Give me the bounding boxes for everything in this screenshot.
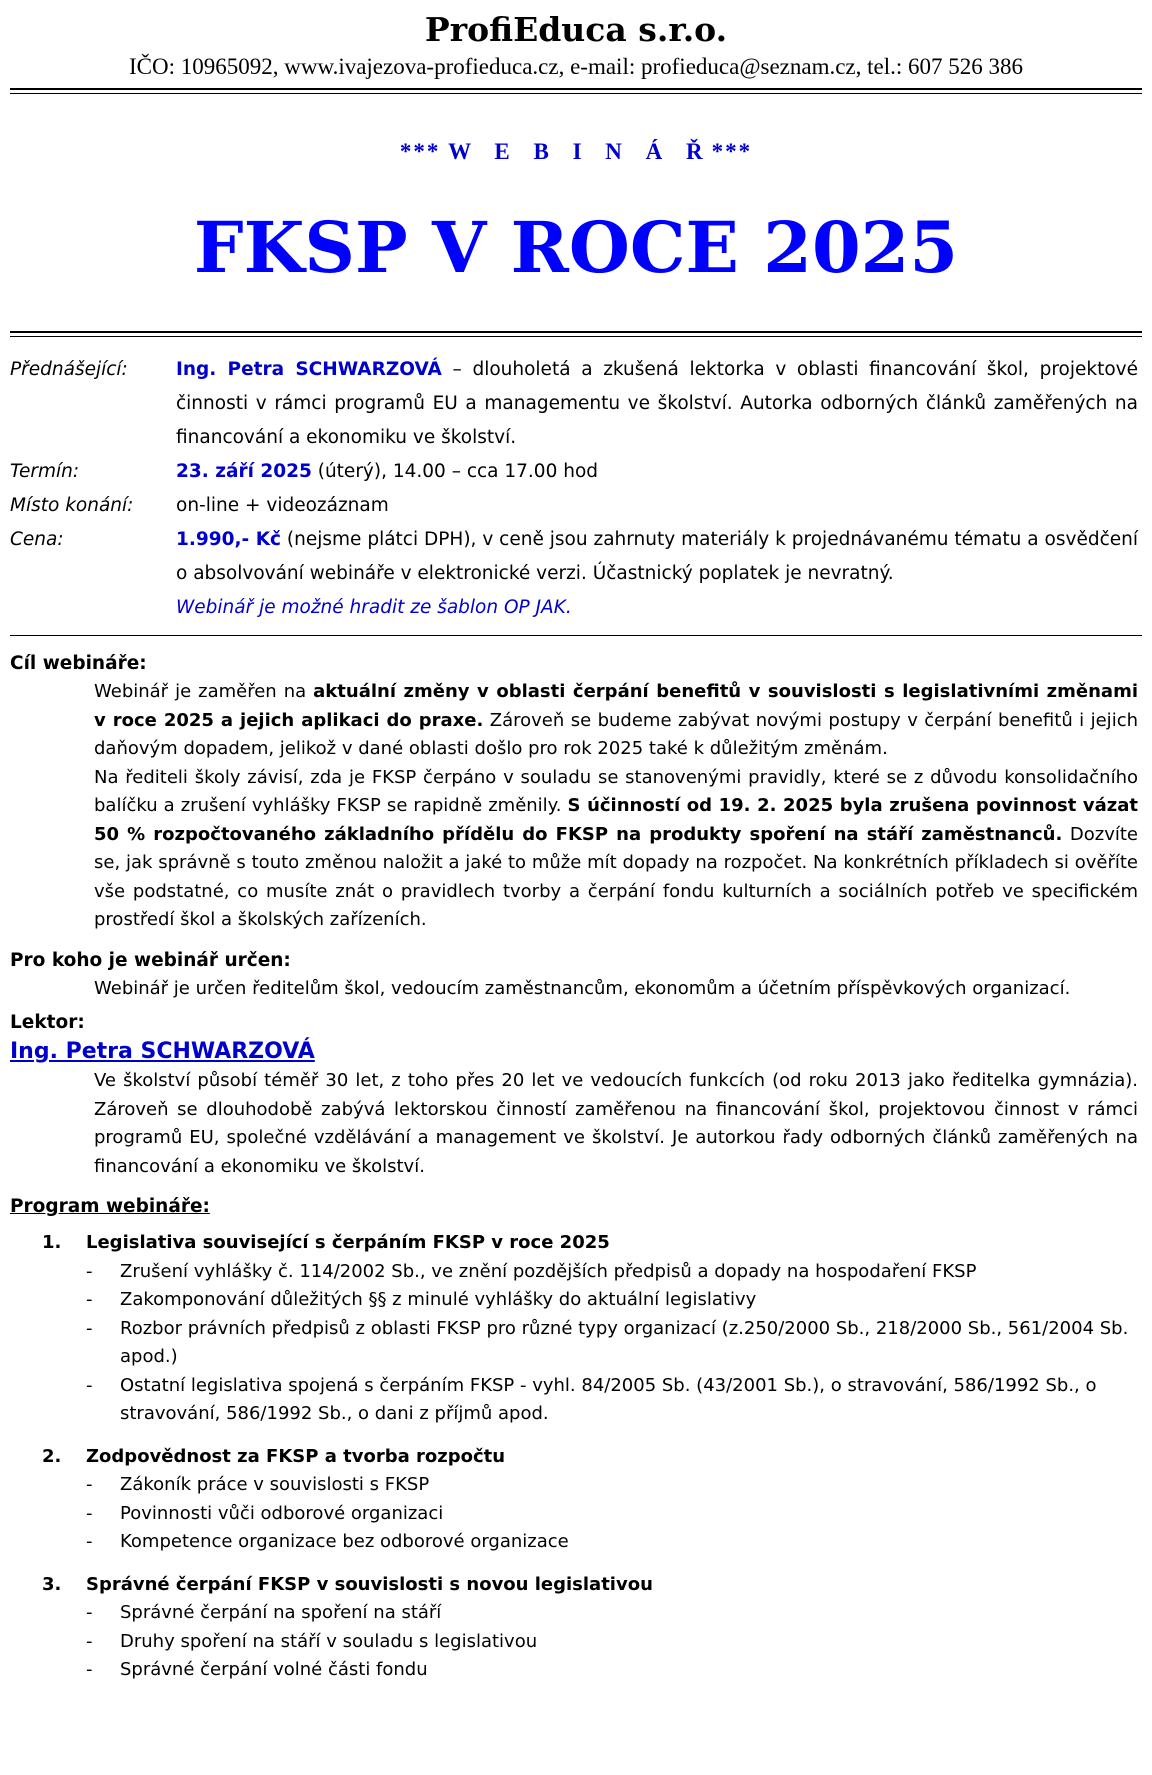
goal-p1-b: aktuální změny v oblasti čerpání benefitů v souvislosti s legislativními změnami v roce 2025 a jejich aplikaci do praxe. — [94, 681, 1138, 731]
program-subitem — [86, 1656, 1142, 1685]
program-subitem-text: Druhy spoření na stáří v souladu s legislativou — [120, 1630, 538, 1652]
lector-bio: Ve školství působí téměř 30 let, z toho přes 20 let ve vedoucích funkcích (od roku 2013 jako ředitelka gymnázia). Zároveň se dlouhodobě zabývá lektorskou činností zaměřenou na financování škol, projektovou činnost v rámci programů EU, společné vzdělávání a management ve školství. Je autorkou řady odborných článků zaměřených na financování a ekonomiku ve školství. — [94, 1070, 1138, 1177]
price-note: Webinář je možné hradit ze šablon OP JAK. — [176, 597, 572, 618]
stars-left: *** — [399, 139, 441, 164]
program-subitem-text: Rozbor právních předpisů z oblasti FKSP pro různé typy organizací (z.250/2000 Sb., 218/2000 Sb., 561/2004 Sb. apod.) — [120, 1317, 1129, 1367]
program-subitem — [86, 1500, 1142, 1529]
company-name: ProfiEduca s.r.o. — [424, 10, 728, 49]
program-item-number: 1. — [42, 1232, 62, 1253]
date-label: Termín: — [10, 461, 80, 482]
info-divider — [10, 635, 1142, 636]
webinar-label — [10, 137, 1142, 167]
dash-bullet: - — [86, 1659, 93, 1680]
goal-p2-a: Na řediteli školy závisí, zda je FKSP čerpáno v souladu se stanovenými pravidly, které se z důvodu konsolidačního balíčku a zrušení vyhlášky FKSP se rapidně změnily. — [94, 766, 1138, 816]
audience-section — [10, 947, 1142, 1004]
date-value — [176, 455, 1142, 489]
dash-bullet: - — [86, 1602, 93, 1623]
program-item — [10, 1229, 1142, 1429]
info-row-lecturer — [10, 353, 1142, 455]
goal-p1-a: Webinář je zaměřen na — [94, 681, 314, 702]
company-contact: IČO: 10965092, www.ivajezova-profieduca.cz, e-mail: profieduca@seznam.cz, tel.: 607 526 386 — [128, 54, 1024, 79]
dash-bullet: - — [86, 1260, 93, 1282]
title-divider — [10, 331, 1142, 337]
place-label: Místo konání: — [10, 495, 134, 516]
program-subitem — [86, 1315, 1142, 1372]
program-subitem — [86, 1599, 1142, 1628]
program-subitem-text: Zákoník práce v souvislosti s FKSP — [120, 1474, 430, 1495]
program-subitem-text: Ostatní legislativa spojená s čerpáním FKSP - vyhl. 84/2005 Sb. (43/2001 Sb.), o stravování, 586/1992 Sb., o stravování, 586/1992 Sb., o dani z příjmů apod. — [120, 1374, 1097, 1424]
program-section — [10, 1193, 1142, 1685]
goal-paragraph-2 — [10, 764, 1142, 935]
goal-p2-b: S účinností od 19. 2. 2025 byla zrušena povinnost vázat 50 % rozpočtovaného základního přídělu do FKSP na produkty spoření na stáří zaměstnanců. — [94, 795, 1138, 845]
lecturer-name: Ing. Petra SCHWARZOVÁ — [176, 359, 442, 380]
program-subitem — [86, 1628, 1142, 1657]
dash-bullet: - — [86, 1502, 93, 1524]
program-subitem-text: Zakomponování důležitých §§ z minulé vyhlášky do aktuální legislativy — [120, 1289, 757, 1310]
lector-title: Lektor: — [10, 1012, 85, 1033]
program-item — [10, 1571, 1142, 1685]
dash-bullet: - — [86, 1374, 93, 1396]
program-item-heading: Zodpovědnost za FKSP a tvorba rozpočtu — [86, 1445, 506, 1467]
dash-bullet: - — [86, 1630, 93, 1652]
goal-paragraph-1 — [10, 678, 1142, 764]
dash-bullet: - — [86, 1474, 93, 1495]
program-item-number: 2. — [42, 1445, 62, 1467]
place-value: on-line + videozáznam — [176, 495, 389, 516]
program-subitem — [86, 1258, 1142, 1287]
info-row-place — [10, 489, 1142, 523]
lector-name-link[interactable]: Ing. Petra SCHWARZOVÁ — [10, 1039, 315, 1064]
dash-bullet: - — [86, 1531, 93, 1552]
program-item-heading: Správné čerpání FKSP v souvislosti s novou legislativou — [86, 1573, 653, 1595]
page-title: FKSP V ROCE 2025 — [193, 206, 959, 289]
lector-section — [10, 1009, 1142, 1181]
goal-section — [10, 650, 1142, 935]
goal-p1-c: Zároveň se budeme zabývat novými postupy v čerpání benefitů i jejich daňovým dopadem, jelikož v dané oblasti došlo pro rok 2025 také k důležitým změnám. — [94, 709, 1138, 759]
date-main: 23. září 2025 — [176, 461, 312, 482]
program-subitem — [86, 1286, 1142, 1315]
price-amount: 1.990,- Kč — [176, 529, 281, 550]
program-title: Program webináře: — [10, 1196, 210, 1217]
program-item-heading: Legislativa související s čerpáním FKSP v roce 2025 — [86, 1232, 610, 1253]
goal-p2-c: Dozvíte se, jak správně s touto změnou naložit a jaké to může mít dopady na rozpočet. Na konkrétních příkladech si ověříte vše podstatné, co musíte znát o pravidlech tvorby a čerpání fondu kulturních a sociálních potřeb ve specifickém prostředí škol a školských zařízeních. — [94, 823, 1138, 930]
price-value — [176, 523, 1142, 625]
date-rest: (úterý), 14.00 – cca 17.00 hod — [311, 461, 599, 482]
program-subitem — [86, 1471, 1142, 1500]
lecturer-value — [176, 353, 1142, 455]
program-subitem — [86, 1372, 1142, 1429]
info-row-price — [10, 523, 1142, 625]
audience-title: Pro koho je webinář určen: — [10, 949, 291, 971]
program-item-number: 3. — [42, 1573, 62, 1595]
program-item — [10, 1443, 1142, 1557]
info-block — [10, 353, 1142, 625]
program-subitem-text: Zrušení vyhlášky č. 114/2002 Sb., ve znění pozdějších předpisů a dopady na hospodaření FKSP — [120, 1260, 977, 1282]
audience-text: Webinář je určen ředitelům škol, vedoucím zaměstnancům, ekonomům a účetním příspěvkových organizací. — [94, 977, 1071, 999]
price-rest: (nejsme plátci DPH), v ceně jsou zahrnuty materiály k projednávanému tématu a osvědčení o absolvování webináře v elektronické verzi. Účastnický poplatek je nevratný. — [176, 529, 1138, 584]
goal-title: Cíl webináře: — [10, 653, 147, 674]
program-subitem-text: Správné čerpání na spoření na stáří — [120, 1602, 442, 1623]
stars-right: *** — [711, 139, 753, 164]
program-list — [10, 1229, 1142, 1685]
lecturer-desc: – dlouholetá a zkušená lektorka v oblasti financování škol, projektové činnosti v rámci programů EU a managementu ve školství. Autorka odborných článků zaměřených na financování a ekonomiku ve školství. — [176, 359, 1138, 448]
webinar-word: W E B I N Á Ř — [448, 139, 712, 164]
lecturer-label: Přednášející: — [10, 359, 128, 380]
dash-bullet: - — [86, 1289, 93, 1310]
program-subitem — [86, 1528, 1142, 1557]
price-label: Cena: — [10, 529, 64, 550]
info-row-date — [10, 455, 1142, 489]
program-subitem-text: Správné čerpání volné části fondu — [120, 1659, 428, 1680]
header-divider — [10, 88, 1142, 94]
program-subitem-text: Povinnosti vůči odborové organizaci — [120, 1502, 444, 1524]
program-subitem-text: Kompetence organizace bez odborové organizace — [120, 1531, 569, 1552]
dash-bullet: - — [86, 1317, 93, 1339]
